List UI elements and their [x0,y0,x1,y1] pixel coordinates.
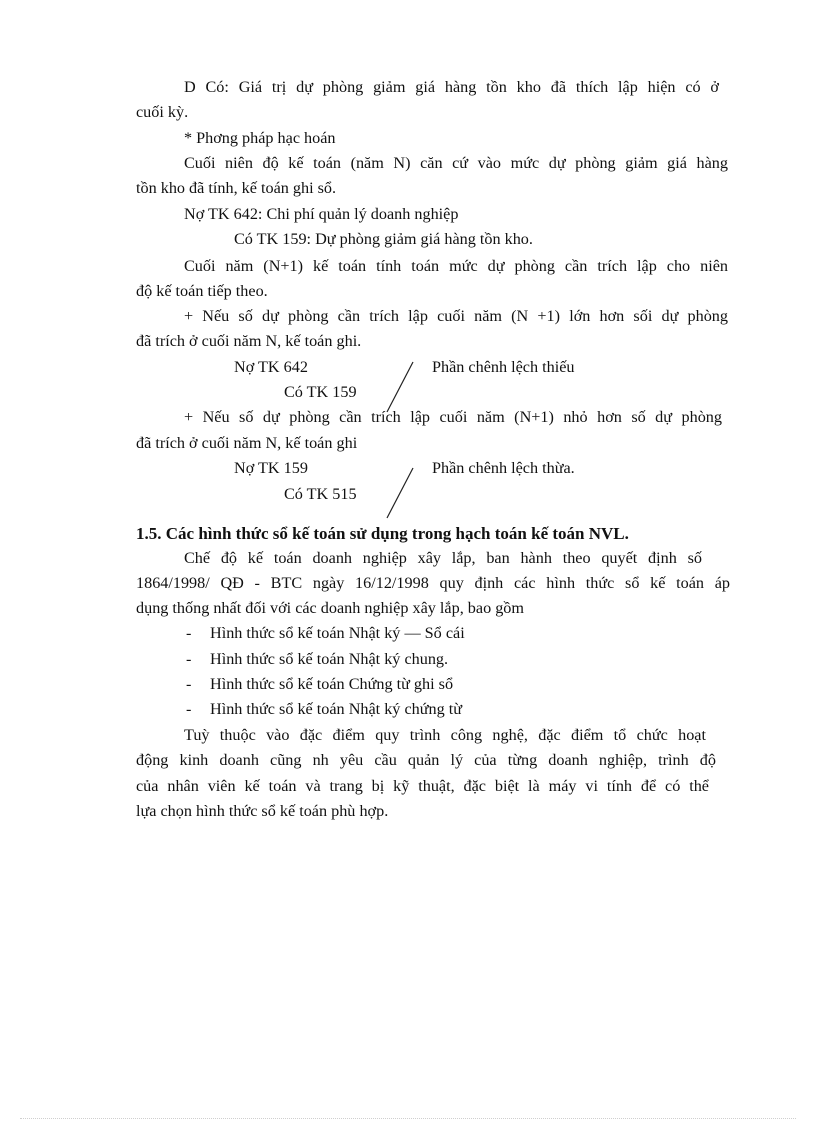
text-line: cuối kỳ. [136,103,189,121]
list-item: Hình thức sổ kế toán Nhật ký chứng từ [210,700,463,718]
journal-credit: Có TK 159 [284,383,357,401]
text-line: của nhân viên kế toán và trang bị kỹ thuật, đặc biệt là máy vi tính để có thể [136,777,709,795]
journal-credit: Có TK 515 [284,485,357,503]
text-line: đã trích ở cuối năm N, kế toán ghi [136,434,358,452]
text-line: 1864/1998/ QĐ - BTC ngày 16/12/1998 quy định các hình thức sổ kế toán áp [136,574,730,592]
text-line: + Nếu số dự phòng cần trích lập cuối năm (N +1) lớn hơn sối dự phòng [184,307,728,325]
list-item: Hình thức sổ kế toán Nhật ký chung. [210,650,449,668]
journal-note: Phần chênh lệch thừa. [432,459,575,477]
journal-debit: Nợ TK 642 [234,358,308,376]
journal-note: Phần chênh lệch thiếu [432,358,575,376]
text-line: đã trích ở cuối năm N, kế toán ghi. [136,332,362,350]
list-bullet: - [186,675,192,693]
text-line: Tuỳ thuộc vào đặc điểm quy trình công nghệ, đặc điểm tổ chức hoạt [184,726,706,744]
text-line: Cuối niên độ kế toán (năm N) căn cứ vào mức dự phòng giảm giá hàng [184,154,728,172]
page-bottom-border [20,1118,796,1119]
list-item: Hình thức sổ kế toán Nhật ký — Sổ cái [210,624,465,642]
journal-debit: Nợ TK 159 [234,459,308,477]
text-line: + Nếu số dự phòng cần trích lập cuối năm (N+1) nhỏ hơn số dự phòng [184,408,722,426]
text-line: Chế độ kế toán doanh nghiệp xây lắp, ban hành theo quyết định số [184,549,702,567]
text-line: tồn kho đã tính, kế toán ghi sổ. [136,179,337,197]
text-line: Có TK 159: Dự phòng giảm giá hàng tồn kho. [234,230,533,248]
text-line: Cuối năm (N+1) kế toán tính toán mức dự phòng cần trích lập cho niên [184,257,728,275]
list-bullet: - [186,650,192,668]
brace-slash-mark [384,466,416,520]
list-bullet: - [186,700,192,718]
list-bullet: - [186,624,192,642]
text-line: dụng thống nhất đối với các doanh nghiệp xây lắp, bao gồm [136,599,524,617]
list-item: Hình thức sổ kế toán Chứng từ ghi sổ [210,675,454,693]
brace-slash-mark [384,360,416,414]
text-line: Nợ TK 642: Chi phí quản lý doanh nghiệp [184,205,459,223]
section-heading: 1.5. Các hình thức sổ kế toán sử dụng trong hạch toán kế toán NVL. [136,524,629,543]
text-line: * Phơng pháp hạc hoán [184,129,336,147]
text-line: động kinh doanh cũng nh yêu cầu quản lý của từng doanh nghiệp, trình độ [136,751,716,769]
text-line: độ kế toán tiếp theo. [136,282,268,300]
text-line: D Có: Giá trị dự phòng giảm giá hàng tồn kho đã thích lập hiện có ở [184,78,719,96]
text-line: lựa chọn hình thức sổ kế toán phù hợp. [136,802,389,820]
